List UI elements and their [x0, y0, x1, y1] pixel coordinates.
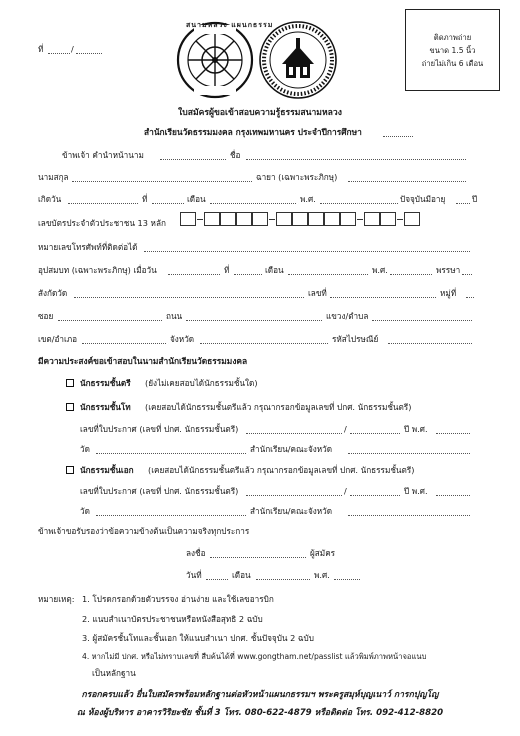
option3-checkbox[interactable]: [66, 466, 74, 474]
id-digit-box[interactable]: [292, 212, 308, 226]
date-month-field[interactable]: [256, 570, 310, 580]
age-year-label: ปี: [472, 194, 478, 204]
option1-desc: (ยังไม่เคยสอบได้นักธรรมชั้นใด): [145, 378, 258, 388]
option3-cert-field[interactable]: [246, 486, 342, 496]
option2-wat-label: วัด: [80, 444, 90, 454]
province-label: จังหวัด: [170, 334, 195, 344]
born-year-field[interactable]: [320, 194, 398, 204]
date-month-label: เดือน: [232, 570, 251, 580]
option3-cert-field2[interactable]: [350, 486, 400, 496]
option2-cert-label: เลขที่ใบประกาศ (เลขที่ ปกศ. นักธรรมชั้นตรี): [80, 424, 239, 434]
no-label: ที่: [38, 44, 44, 54]
option3-wat-label: วัด: [80, 506, 90, 516]
born-date-label: ที่: [142, 194, 148, 204]
ordained-date-label: ที่: [224, 265, 230, 275]
moo-field[interactable]: [466, 288, 474, 298]
option2-checkbox[interactable]: [66, 403, 74, 411]
seal1-text: สนามหลวง แผนกธรรม: [186, 21, 274, 29]
photo-line2: ขนาด 1.5 นิ้ว: [429, 46, 476, 55]
born-date-field[interactable]: [152, 194, 184, 204]
born-day-field[interactable]: [68, 194, 138, 204]
sign-label: ลงชื่อ: [186, 548, 206, 558]
id-digit-box[interactable]: [180, 212, 196, 226]
tambon-label: แขวง/ตำบล: [326, 311, 369, 321]
ordained-year-field[interactable]: [390, 265, 432, 275]
province-field[interactable]: [200, 334, 328, 344]
ordained-year-label: พ.ศ.: [372, 265, 388, 275]
id-dash: [357, 219, 363, 220]
option3-title: นักธรรมชั้นเอก: [80, 465, 134, 475]
tambon-field[interactable]: [372, 311, 472, 321]
id-boxes[interactable]: [180, 212, 480, 228]
id-digit-box[interactable]: [364, 212, 380, 226]
option2-slash: /: [344, 424, 347, 434]
ordained-label: อุปสมบท (เฉพาะพระภิกษุ) เมื่อวัน: [38, 265, 157, 275]
age-label: ปัจจุบันมีอายุ: [400, 194, 446, 204]
date-year-field[interactable]: [334, 570, 360, 580]
temple-seal-icon: [258, 20, 338, 100]
note-item-4: 4. หากไม่มี ปกศ. หรือไม่ทราบเลขที่ สืบค้นได้ที่ www.gongtham.net/passlist แล้วพิมพ์ภาพหน้าจอแนบ: [82, 652, 427, 661]
first-name-field[interactable]: [246, 150, 466, 160]
date-year-label: พ.ศ.: [314, 570, 330, 580]
temple-field[interactable]: [74, 288, 304, 298]
district-field[interactable]: [82, 334, 166, 344]
option3-desc: (เคยสอบได้นักธรรมชั้นตรีแล้ว กรุณากรอกข้อมูลเลขที่ ปกศ. นักธรรมชั้นตรี): [148, 465, 415, 475]
id-label: เลขบัตรประจำตัวประชาชน 13 หลัก: [38, 218, 166, 228]
monk-name-label: ฉายา (เฉพาะพระภิกษุ): [256, 172, 338, 182]
applicant-label: ผู้สมัคร: [310, 548, 336, 558]
option2-year-label: ปี พ.ศ.: [404, 424, 428, 434]
house-no-field[interactable]: [330, 288, 436, 298]
id-dash: [397, 219, 403, 220]
zipcode-label: รหัสไปรษณีย์: [332, 334, 379, 344]
id-digit-box[interactable]: [276, 212, 292, 226]
born-year-label: พ.ศ.: [300, 194, 316, 204]
no-slash: /: [71, 44, 74, 54]
born-month-label: เดือน: [187, 194, 206, 204]
id-digit-box[interactable]: [252, 212, 268, 226]
option2-title: นักธรรมชั้นโท: [80, 402, 131, 412]
option3-year-label: ปี พ.ศ.: [404, 486, 428, 496]
option3-wat-field[interactable]: [96, 506, 246, 516]
temple-label: สังกัดวัด: [38, 288, 68, 298]
photo-line3: ถ่ายไม่เกิน 6 เดือน: [421, 59, 484, 68]
note-item-3: 3. ผู้สมัครชั้นโทและชั้นเอก ให้แนบสำเนา ปกศ. ชั้นปัจจุบัน 2 ฉบับ: [82, 633, 314, 643]
footer-line1: กรอกครบแล้ว ยื่นใบสมัครพร้อมหลักฐานต่อหัวหน้าแผนกธรรมฯ พระครูสมุห์บุญเนาว์ การกปุญโญ: [81, 690, 439, 700]
id-digit-box[interactable]: [324, 212, 340, 226]
born-month-field[interactable]: [210, 194, 296, 204]
sign-field[interactable]: [210, 548, 306, 558]
form-subtitle: สำนักเรียนวัดธรรมมงคล กรุงเทพมหานคร ประจำปีการศึกษา: [144, 127, 362, 137]
option2-cert-field2[interactable]: [350, 424, 400, 434]
house-no-label: เลขที่: [308, 288, 327, 298]
prefix-field[interactable]: [160, 150, 226, 160]
age-field[interactable]: [456, 194, 470, 204]
born-day-label: เกิดวัน: [38, 194, 62, 204]
surname-field[interactable]: [72, 172, 252, 182]
option1-checkbox[interactable]: [66, 379, 74, 387]
notes-label: หมายเหตุ:: [38, 594, 75, 604]
option2-school-label: สำนักเรียน/คณะจังหวัด: [250, 444, 333, 454]
option2-cert-field[interactable]: [246, 424, 342, 434]
soi-label: ซอย: [38, 311, 54, 321]
ordained-month-field[interactable]: [288, 265, 368, 275]
id-digit-box[interactable]: [236, 212, 252, 226]
id-dash: [197, 219, 203, 220]
option3-slash: /: [344, 486, 347, 496]
id-digit-box[interactable]: [404, 212, 420, 226]
prefix-label: ข้าพเจ้า คำนำหน้านาม: [62, 150, 144, 160]
moo-label: หมู่ที่: [440, 288, 457, 298]
photo-box[interactable]: [405, 9, 500, 91]
id-digit-box[interactable]: [220, 212, 236, 226]
option3-cert-label: เลขที่ใบประกาศ (เลขที่ ปกศ. นักธรรมชั้นตรี): [80, 486, 239, 496]
id-digit-box[interactable]: [380, 212, 396, 226]
ordained-date-field[interactable]: [234, 265, 262, 275]
option1-title: นักธรรมชั้นตรี: [80, 378, 131, 388]
id-digit-box[interactable]: [340, 212, 356, 226]
option2-wat-field[interactable]: [96, 444, 246, 454]
ordained-day-field[interactable]: [168, 265, 220, 275]
footer-line2: ณ ห้องผู้บริหาร อาคารวิริยะชัย ชั้นที่ 3 โทร. 080-622-4879 หรือติดต่อ โทร. 092-412-8820: [76, 708, 444, 718]
district-label: เขต/อำเภอ: [38, 334, 78, 344]
vassa-label: พรรษา: [436, 265, 461, 275]
certify-text: ข้าพเจ้าขอรับรองว่าข้อความข้างต้นเป็นความจริงทุกประการ: [38, 526, 250, 536]
photo-line1: ติดภาพถ่าย: [433, 33, 472, 42]
option2-school-field[interactable]: [348, 444, 470, 454]
no-year-field[interactable]: [76, 44, 102, 54]
first-name-label: ชื่อ: [230, 150, 241, 160]
academic-year-field[interactable]: [383, 127, 413, 137]
id-digit-box[interactable]: [308, 212, 324, 226]
ordained-month-label: เดือน: [265, 265, 284, 275]
form-title: ใบสมัครผู้ขอเข้าสอบความรู้ธรรมสนามหลวง: [178, 108, 342, 118]
soi-field[interactable]: [58, 311, 162, 321]
note-item-4-cont: เป็นหลักฐาน: [92, 668, 136, 678]
option3-year-field[interactable]: [436, 486, 470, 496]
option3-school-field[interactable]: [348, 506, 470, 516]
zipcode-field[interactable]: [388, 334, 472, 344]
id-digit-box[interactable]: [204, 212, 220, 226]
surname-label: นามสกุล: [38, 172, 69, 182]
note-item-1: 1. โปรดกรอกด้วยตัวบรรจง อ่านง่าย และใช้เลขอารบิก: [82, 594, 274, 604]
date-label: วันที่: [186, 570, 202, 580]
vassa-field[interactable]: [462, 265, 472, 275]
date-field[interactable]: [206, 570, 228, 580]
no-field[interactable]: [48, 44, 70, 54]
phone-label: หมายเลขโทรศัพท์ที่ติดต่อได้: [38, 242, 138, 252]
note-item-2: 2. แนบสำเนาบัตรประชาชนหรือหนังสือสุทธิ 2 ฉบับ: [82, 614, 263, 624]
option2-year-field[interactable]: [436, 424, 470, 434]
id-dash: [269, 219, 275, 220]
sanam-luang-seal-icon: [176, 20, 254, 100]
phone-field[interactable]: [144, 242, 470, 252]
road-label: ถนน: [166, 311, 183, 321]
option2-desc: (เคยสอบได้นักธรรมชั้นตรีแล้ว กรุณากรอกข้อมูลเลขที่ ปกศ. นักธรรมชั้นตรี): [145, 402, 412, 412]
option3-school-label: สำนักเรียน/คณะจังหวัด: [250, 506, 333, 516]
purpose-heading: มีความประสงค์ขอเข้าสอบในนามสำนักเรียนวัดธรรมมงคล: [38, 356, 248, 366]
monk-name-field[interactable]: [348, 172, 466, 182]
road-field[interactable]: [186, 311, 322, 321]
